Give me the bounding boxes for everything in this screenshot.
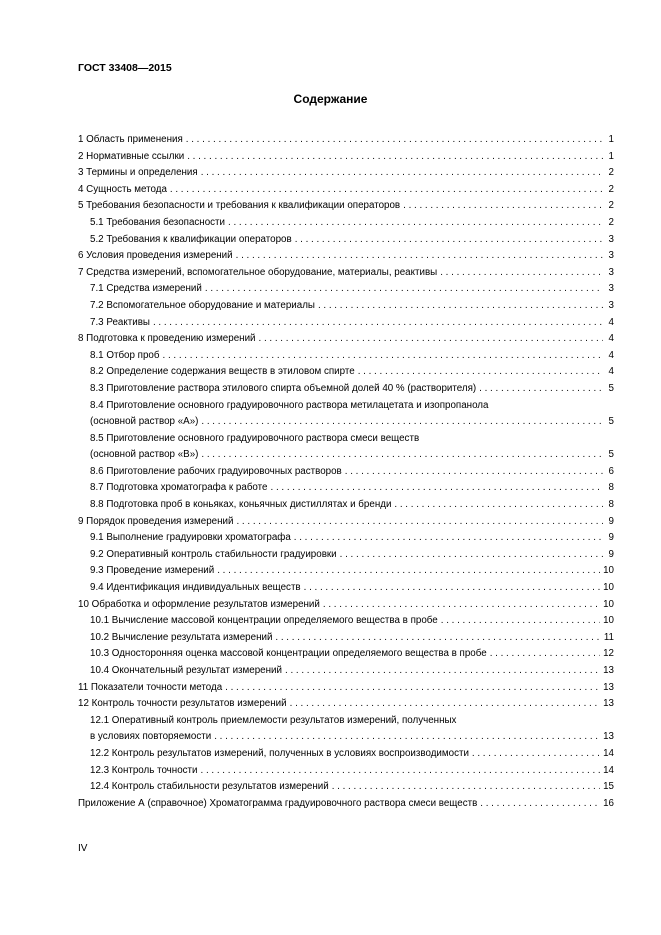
dot-leader xyxy=(318,298,603,315)
toc-entry[interactable] xyxy=(78,514,614,531)
toc-entry-title: 8.1 Отбор проб xyxy=(90,349,160,361)
toc-entry-page: 14 xyxy=(603,747,614,759)
dot-leader xyxy=(153,315,603,332)
dot-leader xyxy=(345,464,603,481)
toc-entry-title: 9.1 Выполнение градуировки хроматографа xyxy=(90,532,291,544)
toc-entry-title: 12 Контроль точности результатов измерений xyxy=(78,698,287,710)
toc-entry[interactable] xyxy=(78,348,614,365)
toc-entry-title: Приложение А (справочное) Хроматограмма градуировочного раствора смеси веществ xyxy=(78,797,478,809)
dot-leader xyxy=(201,763,601,780)
toc-entry-page: 6 xyxy=(608,465,614,477)
dot-leader xyxy=(217,563,600,580)
toc-entry[interactable] xyxy=(78,497,614,514)
dot-leader xyxy=(441,613,600,630)
toc-entry-page: 1 xyxy=(608,150,614,162)
toc-entry[interactable] xyxy=(78,215,614,232)
dot-leader xyxy=(271,480,604,497)
toc-entry-title: 7.1 Средства измерений xyxy=(90,283,202,295)
toc-entry-page: 3 xyxy=(608,266,614,278)
toc-entry-page: 14 xyxy=(603,764,614,776)
toc-entry-title: 10 Обработка и оформление результатов измерений xyxy=(78,598,320,610)
toc-entry-page: 2 xyxy=(608,183,614,195)
dot-leader xyxy=(187,149,603,166)
dot-leader xyxy=(295,232,603,249)
toc-entry-title: 7 Средства измерений, вспомогательное оборудование, материалы, реактивы xyxy=(78,266,438,278)
toc-entry-page: 5 xyxy=(608,416,614,428)
toc-entry[interactable] xyxy=(78,597,614,614)
toc-entry-title-continued: в условиях повторяемости xyxy=(90,731,212,743)
toc-entry[interactable] xyxy=(78,763,614,780)
toc-entry[interactable] xyxy=(78,547,614,564)
dot-leader xyxy=(358,364,603,381)
toc-entry-page: 11 xyxy=(603,631,614,643)
toc-entry-page: 1 xyxy=(608,134,614,145)
dot-leader xyxy=(201,447,603,464)
toc-entry-title: 8.8 Подготовка проб в коньяках, коньячных дистиллятах и бренди xyxy=(90,499,392,511)
toc-entry-title: 2 Нормативные ссылки xyxy=(78,150,185,162)
toc-entry-title: 8.6 Приготовление рабочих градуировочных растворов xyxy=(90,465,342,477)
toc-entry-title-continued: (основной раствор «А») xyxy=(90,416,199,428)
toc-entry[interactable] xyxy=(78,265,614,282)
table-of-contents xyxy=(78,132,614,812)
dot-leader xyxy=(323,597,600,614)
toc-entry-page: 4 xyxy=(608,349,614,361)
toc-entry-title: 12.4 Контроль стабильности результатов измерений xyxy=(90,781,329,793)
dot-leader xyxy=(403,198,603,215)
dot-leader xyxy=(332,779,600,796)
toc-entry-title: 8 Подготовка к проведению измерений xyxy=(78,333,256,345)
page-number: IV xyxy=(78,843,88,854)
toc-entry-title: 5.2 Требования к квалификации операторов xyxy=(90,233,292,245)
toc-entry-title: 9 Порядок проведения измерений xyxy=(78,515,234,527)
dot-leader xyxy=(259,331,603,348)
toc-entry-title: 9.4 Идентификация индивидуальных веществ xyxy=(90,582,301,594)
toc-entry-page: 16 xyxy=(603,797,614,809)
toc-entry[interactable] xyxy=(78,696,614,713)
toc-entry-page: 4 xyxy=(608,316,614,328)
toc-entry[interactable] xyxy=(78,464,614,481)
dot-leader xyxy=(201,414,603,431)
toc-entry-page: 10 xyxy=(603,615,614,627)
toc-entry-title: 8.2 Определение содержания веществ в этиловом спирте xyxy=(90,366,355,378)
toc-entry-title: 4 Сущность метода xyxy=(78,183,167,195)
dot-leader xyxy=(205,281,603,298)
toc-entry-title: 5.1 Требования безопасности xyxy=(90,216,226,228)
dot-leader xyxy=(440,265,603,282)
toc-entry-title: 10.1 Вычисление массовой концентрации определяемого вещества в пробе xyxy=(90,615,438,627)
toc-entry[interactable] xyxy=(78,149,614,166)
toc-entry[interactable] xyxy=(78,680,614,697)
toc-entry-page: 13 xyxy=(603,665,614,676)
toc-entry-page: 10 xyxy=(603,598,614,610)
toc-entry[interactable] xyxy=(78,646,614,663)
toc-entry-title: 8.7 Подготовка хроматографа к работе xyxy=(90,482,268,494)
toc-entry-page: 3 xyxy=(608,233,614,245)
toc-entry[interactable] xyxy=(78,796,614,813)
dot-leader xyxy=(472,746,600,763)
dot-leader xyxy=(236,248,603,265)
toc-entry[interactable] xyxy=(78,248,614,265)
toc-entry-title: 8.4 Приготовление основного градуировочного раствора метилацетата и изопропанола xyxy=(90,399,489,411)
toc-entry-page: 15 xyxy=(603,781,614,793)
toc-entry-page: 13 xyxy=(603,731,614,743)
toc-entry-page: 13 xyxy=(603,681,614,693)
toc-entry[interactable] xyxy=(78,182,614,199)
toc-entry-page: 5 xyxy=(608,382,614,394)
toc-entry-page: 8 xyxy=(608,482,614,494)
dot-leader xyxy=(214,729,600,746)
toc-entry[interactable] xyxy=(78,132,614,149)
page-title: Содержание xyxy=(293,92,368,106)
dot-leader xyxy=(163,348,604,365)
toc-entry[interactable] xyxy=(78,431,614,464)
toc-entry-title: 1 Область применения xyxy=(78,134,183,145)
toc-entry-title: 8.5 Приготовление основного градуировочного раствора смеси веществ xyxy=(90,432,420,444)
toc-entry-title: 6 Условия проведения измерений xyxy=(78,250,233,262)
toc-entry-page: 10 xyxy=(603,582,614,594)
toc-entry[interactable] xyxy=(78,630,614,647)
toc-entry-page: 9 xyxy=(608,548,614,560)
dot-leader xyxy=(304,580,600,597)
toc-entry-title: 12.2 Контроль результатов измерений, полученных в условиях воспроизводимости xyxy=(90,747,469,759)
toc-entry-page: 4 xyxy=(608,333,614,345)
dot-leader xyxy=(479,381,603,398)
toc-entry-page: 2 xyxy=(608,216,614,228)
toc-entry-page: 4 xyxy=(608,366,614,378)
dot-leader xyxy=(294,530,603,547)
toc-entry-page: 9 xyxy=(608,532,614,544)
toc-entry[interactable] xyxy=(78,713,614,746)
toc-entry-title: 8.3 Приготовление раствора этилового спирта объемной долей 40 % (растворителя) xyxy=(90,382,477,394)
toc-entry[interactable] xyxy=(78,663,614,680)
dot-leader xyxy=(186,132,603,149)
toc-entry-title-continued: (основной раствор «В») xyxy=(90,449,199,461)
toc-entry-page: 5 xyxy=(608,449,614,461)
toc-entry-page: 13 xyxy=(603,698,614,710)
toc-entry-page: 3 xyxy=(608,283,614,295)
toc-entry[interactable] xyxy=(78,398,614,431)
toc-entry-page: 9 xyxy=(608,515,614,527)
dot-leader xyxy=(490,646,600,663)
toc-entry-page: 10 xyxy=(603,565,614,577)
toc-entry-title: 12.1 Оперативный контроль приемлемости результатов измерений, полученных xyxy=(90,714,457,726)
toc-entry[interactable] xyxy=(78,480,614,497)
toc-entry[interactable] xyxy=(78,364,614,381)
toc-entry[interactable] xyxy=(78,165,614,182)
toc-entry[interactable] xyxy=(78,779,614,796)
dot-leader xyxy=(236,514,603,531)
toc-entry-title: 7.2 Вспомогательное оборудование и материалы xyxy=(90,299,315,311)
toc-entry[interactable] xyxy=(78,331,614,348)
toc-entry-page: 3 xyxy=(608,250,614,262)
dot-leader xyxy=(480,796,600,813)
toc-entry[interactable] xyxy=(78,613,614,630)
dot-leader xyxy=(170,182,603,199)
dot-leader xyxy=(290,696,600,713)
toc-entry[interactable] xyxy=(78,563,614,580)
toc-entry-title: 5 Требования безопасности и требования к квалификации операторов xyxy=(78,200,401,212)
toc-entry[interactable] xyxy=(78,580,614,597)
toc-entry-title: 11 Показатели точности метода xyxy=(78,681,223,693)
toc-entry-page: 2 xyxy=(608,167,614,179)
toc-entry-page: 2 xyxy=(608,200,614,212)
dot-leader xyxy=(275,630,600,647)
toc-entry[interactable] xyxy=(78,315,614,332)
dot-leader xyxy=(228,215,603,232)
toc-entry-title: 12.3 Контроль точности xyxy=(90,764,198,776)
dot-leader xyxy=(201,165,603,182)
toc-entry[interactable] xyxy=(78,198,614,215)
dot-leader xyxy=(225,680,600,697)
toc-entry-title: 7.3 Реактивы xyxy=(90,316,150,328)
standard-designation: ГОСТ 33408—2015 xyxy=(78,62,172,74)
toc-entry[interactable] xyxy=(78,381,614,398)
toc-entry-page: 8 xyxy=(608,499,614,511)
toc-entry-page: 3 xyxy=(608,299,614,311)
toc-entry-title: 3 Термины и определения xyxy=(78,167,198,179)
toc-entry-title: 10.4 Окончательный результат измерений xyxy=(90,665,282,676)
toc-entry-page: 12 xyxy=(603,648,614,660)
toc-entry[interactable] xyxy=(78,298,614,315)
toc-entry-title: 9.2 Оперативный контроль стабильности градуировки xyxy=(90,548,337,560)
toc-entry[interactable] xyxy=(78,281,614,298)
toc-entry-title: 10.2 Вычисление результата измерений xyxy=(90,631,273,643)
dot-leader xyxy=(285,663,600,680)
dot-leader xyxy=(394,497,603,514)
toc-entry[interactable] xyxy=(78,232,614,249)
toc-entry-title: 9.3 Проведение измерений xyxy=(90,565,215,577)
dot-leader xyxy=(340,547,603,564)
toc-entry-title: 10.3 Односторонняя оценка массовой концентрации определяемого вещества в пробе xyxy=(90,648,487,660)
toc-entry[interactable] xyxy=(78,530,614,547)
toc-entry[interactable] xyxy=(78,746,614,763)
